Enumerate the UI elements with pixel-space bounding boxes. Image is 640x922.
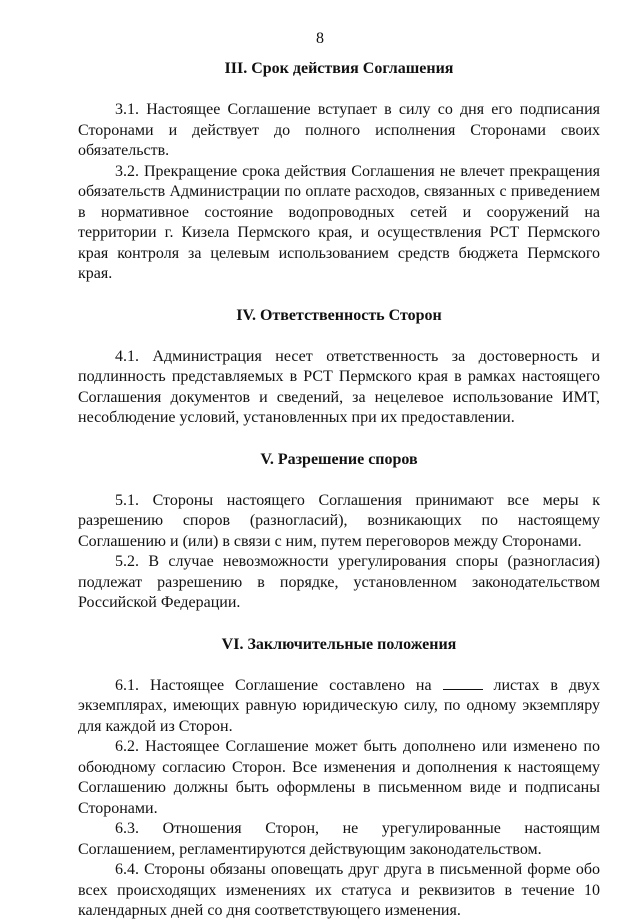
section-title-term: III. Срок действия Соглашения — [224, 60, 454, 77]
paragraph-4-1: 4.1. Администрация несет ответственность за достоверность и подлинность представляемых в РСТ Пермского края в рамках настоящего Соглашения документов и сведений, за нецелевое использование ИМТ, несоблюдение условий, установленных при их предоставлении. — [78, 347, 600, 426]
paragraph-3-2: 3.2. Прекращение срока действия Соглашения не влечет прекращения обязательств Администрации по оплате расходов, связанных с приведением в нормативное состояние водопроводных сетей и сооружений на территории г. Кизела Пермского края, и осуществления РСТ Пермского края контроля за целевым использованием средств бюджета Пермского края. — [78, 162, 600, 282]
paragraph-6-4: 6.4. Стороны обязаны оповещать друг друга в письменной форме обо всех происходящих изменениях их статуса и реквизитов в течение 10 календарных дней со дня соответствующего изменения. — [78, 861, 600, 919]
paragraph-6-1-end: листах в двух экземплярах, имеющих равную юридическую силу, по одному экземпляру для каждой из Сторон. — [78, 676, 601, 735]
section-title-final-provisions: VI. Заключительные положения — [221, 635, 457, 653]
paragraph-6-1 — [78, 676, 600, 738]
paragraph-3-1: 3.1. Настоящее Соглашение вступает в силу со дня его подписания Сторонами и действует до полного исполнения Сторонами своих обязательств. — [78, 101, 600, 159]
document-body — [78, 59, 600, 922]
paragraph-5-2: 5.2. В случае невозможности урегулирования споры (разногласия) подлежат разрешению в порядке, установленном законодательством Российской Федерации. — [78, 553, 600, 611]
sheet-count-blank — [443, 677, 483, 690]
section-title-disputes: V. Разрешение споров — [260, 450, 418, 468]
paragraph-6-3: 6.3. Отношения Сторон, не урегулированные настоящим Соглашением, регламентируются действующим законодательством. — [78, 820, 600, 858]
paragraph-6-2: 6.2. Настоящее Соглашение может быть дополнено или изменено по обоюдному согласию Сторон. Все изменения и дополнения к настоящему Соглашению должны быть оформлены в письменном виде и подписаны Сторонами. — [78, 738, 600, 817]
paragraph-5-1: 5.1. Стороны настоящего Соглашения принимают все меры к разрешению споров (разногласий), возникающих по настоящему Соглашению и (или) в связи с ним, путем переговоров между Сторонами. — [78, 491, 600, 550]
section-title-responsibility: IV. Ответственность Сторон — [236, 306, 442, 324]
page-number: 8 — [316, 30, 324, 47]
paragraph-6-1-start: 6.1. Настоящее Соглашение составлено на — [115, 676, 432, 694]
